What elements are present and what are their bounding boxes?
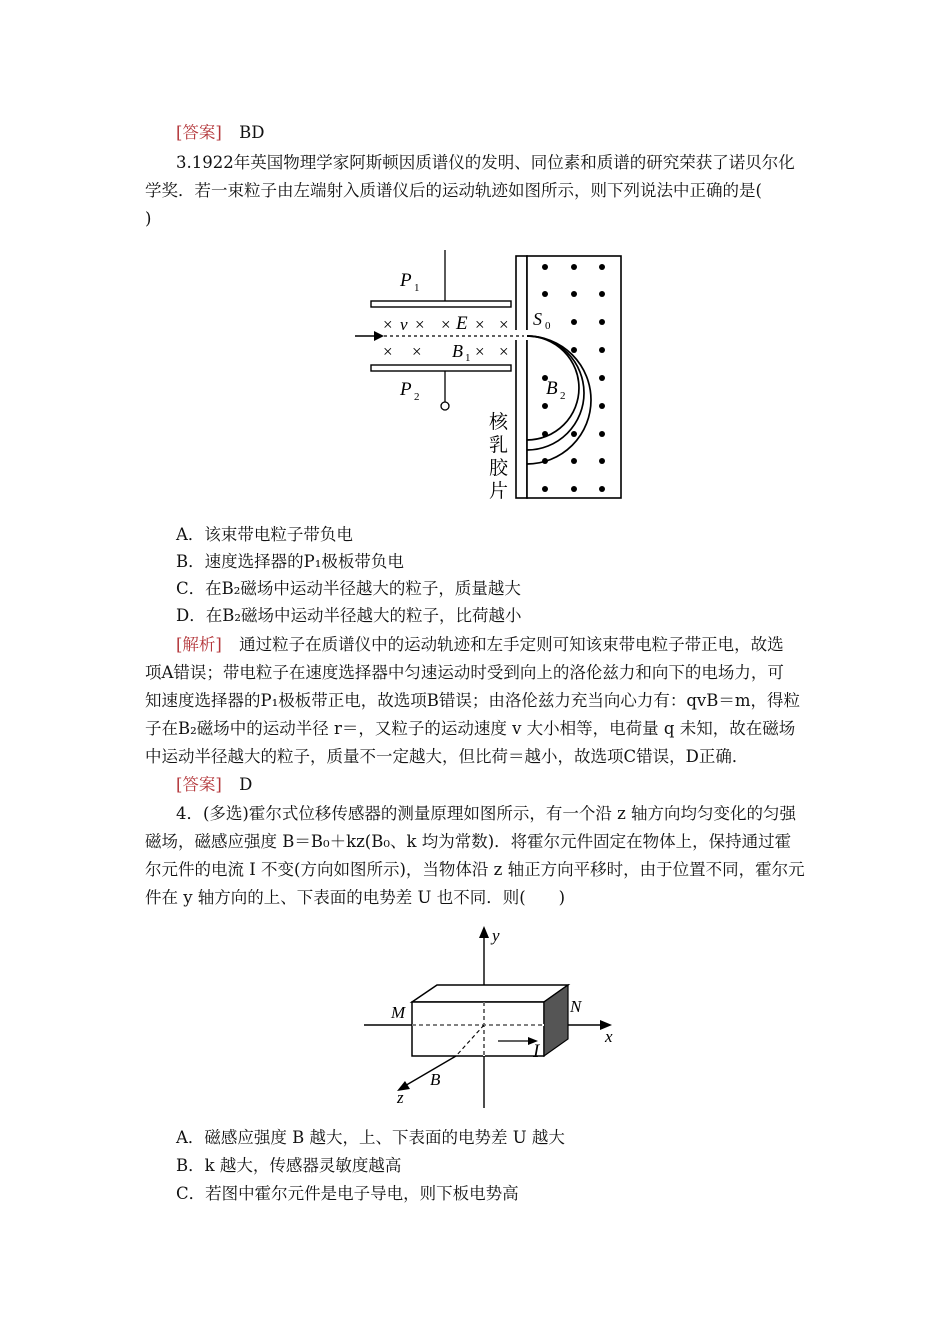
label-v: v (400, 315, 408, 334)
q4-option-a: A．磁感应强度 B 越大，上、下表面的电势差 U 越大 (176, 1128, 565, 1147)
q3-option-a: A．该束带电粒子带负电 (176, 525, 353, 544)
label-n: N (570, 997, 582, 1016)
label-b: B (430, 1070, 441, 1089)
q3-answer-value: D (239, 775, 253, 794)
q3-line-1: 3.1922年英国物理学家阿斯顿因质谱仪的发明、同位素和质谱的研究荣获了诺贝尔化 (176, 153, 795, 172)
analysis-line-1 (176, 634, 784, 656)
label-p1: P (400, 270, 412, 291)
film-label (489, 411, 509, 502)
film-char-1: 核 (489, 412, 509, 433)
q3-line-2: 学奖．若一束粒子由左端射入质谱仪后的运动轨迹如图所示，则下列说法中正确的是( (145, 181, 762, 200)
film-char-4: 片 (489, 481, 509, 502)
svg-text:×: × (499, 315, 509, 334)
label-p2: P (400, 379, 412, 400)
label-p2-sub: 2 (414, 391, 420, 403)
q4-line-3: 尔元件的电流 I 不变(方向如图所示)，当物体沿 z 轴正方向平移时，由于位置不同，霍尔元 (145, 860, 805, 879)
q4-line-1: 4．(多选)霍尔式位移传感器的测量原理如图所示，有一个沿 z 轴方向均匀变化的匀强 (176, 804, 797, 823)
label-y: y (492, 926, 500, 945)
q4-option-c: C．若图中霍尔元件是电子导电，则下板电势高 (176, 1184, 519, 1203)
film-char-3: 胶 (489, 458, 509, 479)
svg-text:×: × (475, 315, 485, 334)
terminal-p2 (441, 402, 449, 410)
q3-option-c: C．在B₂磁场中运动半径越大的粒子，质量越大 (176, 579, 521, 598)
label-b2: B (546, 378, 558, 399)
analysis-text-1: 通过粒子在质谱仪中的运动轨迹和左手定则可知该束带电粒子带正电，故选 (239, 635, 784, 654)
plate-p2 (371, 365, 511, 371)
hall-sensor-figure (360, 920, 625, 1110)
label-e: E (456, 313, 468, 334)
q3-line-3: ) (145, 209, 152, 228)
analysis-line-3: 知速度选择器的P₁极板带正电，故选项B错误；由洛伦兹力充当向心力有：qvB＝m，得粒 (145, 691, 800, 710)
answer-tag: [答案] (176, 123, 222, 142)
block-top-face (412, 985, 568, 1002)
q4-line-2: 磁场，磁感应强度 B＝B₀＋kz(B₀、k 均为常数)．将霍尔元件固定在物体上，保持通过霍 (145, 832, 792, 851)
svg-text:×: × (499, 342, 509, 361)
plate-p1 (371, 301, 511, 307)
label-i: I (533, 1041, 540, 1062)
answer-value: BD (239, 123, 265, 142)
film-char-2: 乳 (489, 435, 509, 456)
q3-option-b: B．速度选择器的P₁极板带负电 (176, 552, 404, 571)
svg-text:×: × (383, 342, 393, 361)
analysis-line-2: 项A错误；带电粒子在速度选择器中匀速运动时受到向上的洛伦兹力和向下的电场力，可 (145, 663, 784, 682)
label-p1-sub: 1 (414, 282, 420, 294)
label-x: x (605, 1027, 613, 1046)
prev-answer-line (176, 122, 264, 144)
q4-option-b: B．k 越大，传感器灵敏度越高 (176, 1156, 402, 1175)
analysis-tag: [解析] (176, 635, 222, 654)
q4-line-4: 件在 y 轴方向的上、下表面的电势差 U 也不同．则( ) (145, 888, 566, 907)
analysis-line-4: 子在B₂磁场中的运动半径 r＝，又粒子的运动速度 v 大小相等，电荷量 q 未知，故在磁场 (145, 719, 796, 738)
svg-text:×: × (412, 342, 422, 361)
mass-spectrometer-figure (355, 250, 635, 505)
label-b1-sub: 1 (465, 352, 471, 364)
q3-answer-line (176, 774, 252, 796)
label-s0: S (533, 309, 542, 329)
label-z: z (397, 1088, 404, 1107)
svg-text:×: × (475, 342, 485, 361)
label-m: M (391, 1003, 406, 1022)
film-strip (516, 256, 527, 498)
q3-answer-tag: [答案] (176, 775, 222, 794)
analysis-line-5: 中运动半径越大的粒子，质量不一定越大，但比荷＝越小，故选项C错误，D正确． (145, 747, 749, 766)
svg-text:×: × (415, 315, 425, 334)
label-b2-sub: 2 (560, 390, 566, 402)
svg-text:×: × (383, 315, 393, 334)
svg-text:×: × (441, 315, 451, 334)
label-b1: B (452, 341, 463, 361)
q3-option-d: D．在B₂磁场中运动半径越大的粒子，比荷越小 (176, 606, 522, 625)
label-s0-sub: 0 (545, 320, 551, 332)
block-front-face (412, 1002, 544, 1056)
